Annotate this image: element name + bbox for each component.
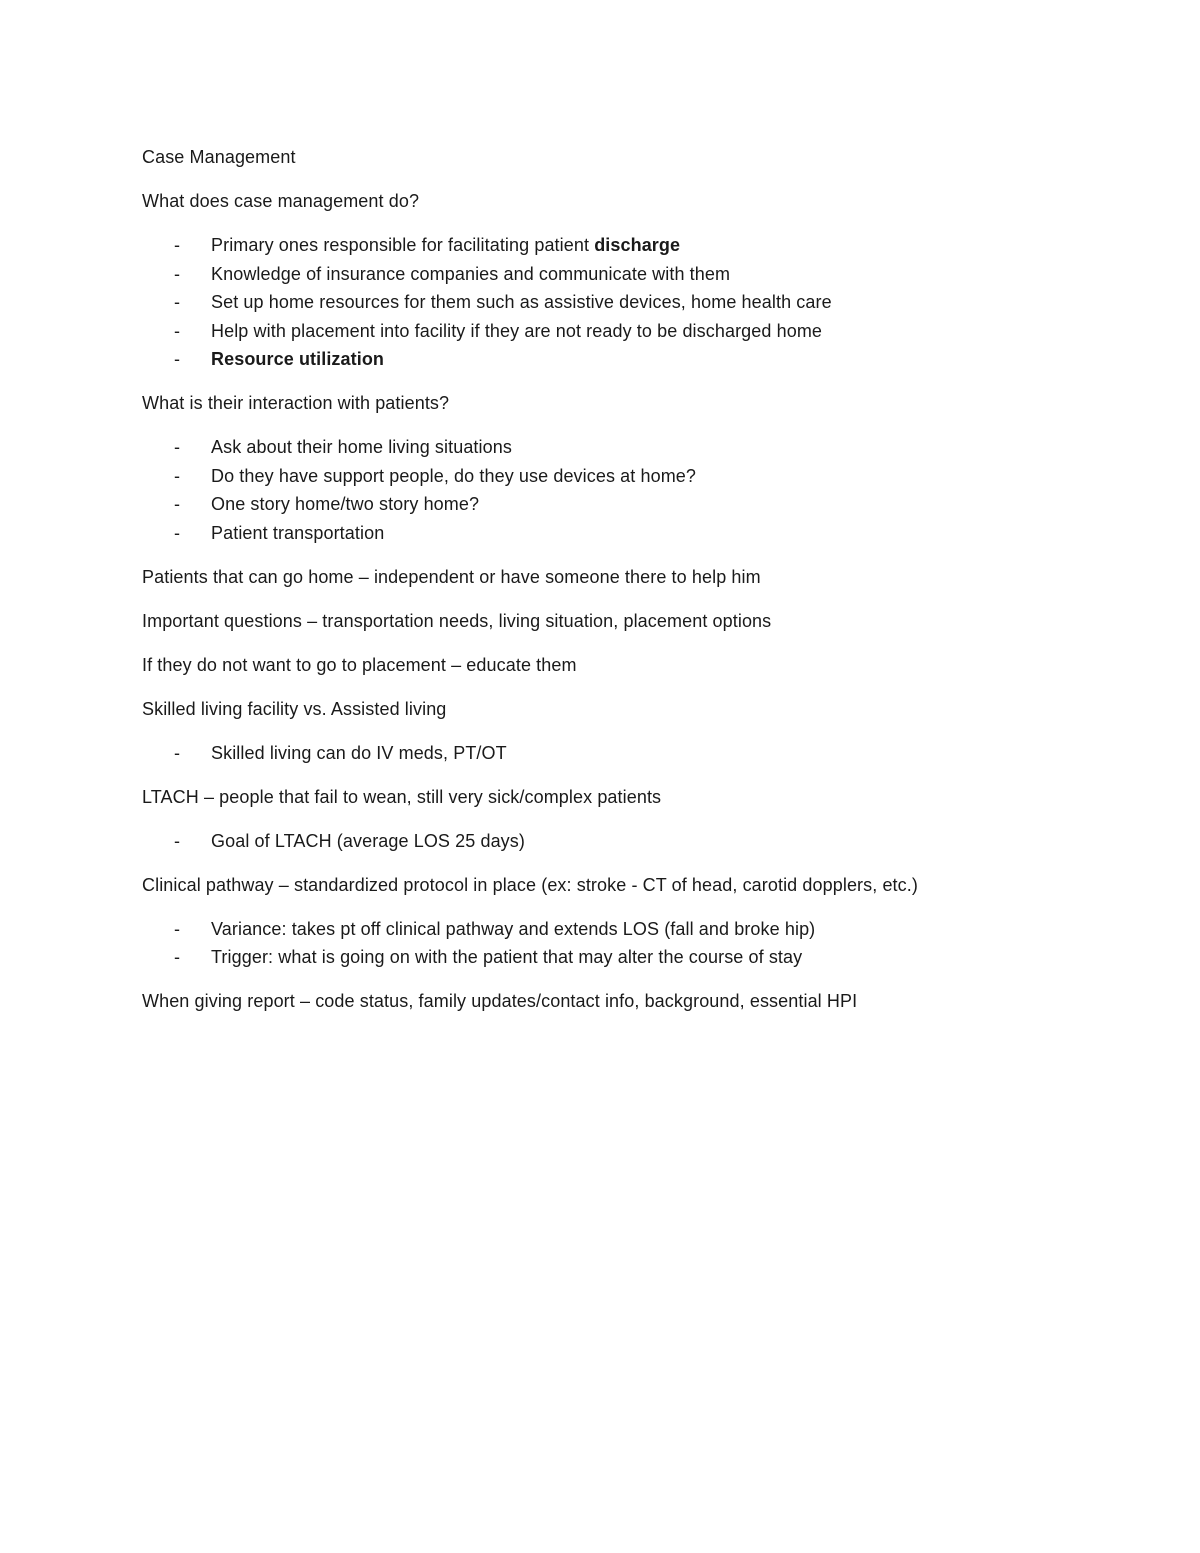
list-item-bold-text: discharge <box>594 235 681 255</box>
list-item <box>142 519 1062 548</box>
list-item <box>142 317 1062 346</box>
section-heading-interaction-with-patients: What is their interaction with patients? <box>142 393 450 413</box>
paragraph-ltach: LTACH – people that fail to wean, still very sick/complex patients <box>142 786 662 807</box>
list-item-text: Ask about their home living situations <box>211 437 512 457</box>
list-item-text: Primary ones responsible for facilitating patient <box>211 235 595 255</box>
list-item-text: Goal of LTACH (average LOS 25 days) <box>211 830 525 851</box>
bullet-dash: - <box>174 235 181 255</box>
document-title: Case Management <box>142 147 296 167</box>
bullet-dash: - <box>174 742 181 763</box>
bullet-dash: - <box>174 320 181 341</box>
list-item <box>142 345 1062 374</box>
list-item <box>142 490 1062 519</box>
list-item-text: Skilled living can do IV meds, PT/OT <box>211 742 507 763</box>
list-item-text: Help with placement into facility if they are not ready to be discharged home <box>211 320 823 341</box>
list-item-text: Variance: takes pt off clinical pathway and extends LOS (fall and broke hip) <box>211 918 816 939</box>
bullet-dash: - <box>174 349 181 369</box>
list-item-text: Set up home resources for them such as assistive devices, home health care <box>211 292 832 312</box>
list-item <box>142 827 1062 856</box>
bullet-dash: - <box>174 918 181 939</box>
bullet-dash: - <box>174 947 181 967</box>
list-item <box>142 943 1062 972</box>
list-item <box>142 433 1062 462</box>
section-heading-what-case-management-does: What does case management do? <box>142 191 420 211</box>
bullet-dash: - <box>174 494 181 514</box>
bullet-dash: - <box>174 465 181 486</box>
list-item <box>142 231 1062 260</box>
list-item-text: Do they have support people, do they use devices at home? <box>211 465 697 486</box>
list-item <box>142 462 1062 491</box>
list-item-text: Knowledge of insurance companies and communicate with them <box>211 263 731 284</box>
patient-interaction-list <box>142 433 1062 547</box>
list-item-text: Patient transportation <box>211 522 385 543</box>
bullet-dash: - <box>174 263 181 284</box>
paragraph-skilled-vs-assisted: Skilled living facility vs. Assisted living <box>142 698 447 719</box>
clinical-pathway-list <box>142 915 1062 972</box>
bullet-dash: - <box>174 292 181 312</box>
list-item <box>142 288 1062 317</box>
bullet-dash: - <box>174 830 181 851</box>
paragraph-important-questions: Important questions – transportation needs, living situation, placement options <box>142 610 772 631</box>
document-body <box>142 143 1062 1031</box>
paragraph-placement-education: If they do not want to go to placement – educate them <box>142 654 577 675</box>
list-item <box>142 915 1062 944</box>
bullet-dash: - <box>174 522 181 543</box>
list-item-text: One story home/two story home? <box>211 494 480 514</box>
list-item-text: Trigger: what is going on with the patient that may alter the course of stay <box>211 947 803 967</box>
list-item <box>142 260 1062 289</box>
list-item-bold-text: Resource utilization <box>211 349 385 369</box>
paragraph-giving-report: When giving report – code status, family updates/contact info, background, essential HPI <box>142 991 858 1011</box>
ltach-list <box>142 827 1062 856</box>
bullet-dash: - <box>174 437 181 457</box>
paragraph-patients-home: Patients that can go home – independent or have someone there to help him <box>142 566 761 587</box>
skilled-living-list <box>142 739 1062 768</box>
paragraph-clinical-pathway: Clinical pathway – standardized protocol in place (ex: stroke - CT of head, carotid dopplers, etc.) <box>142 874 918 895</box>
case-management-duties-list <box>142 231 1062 374</box>
list-item <box>142 739 1062 768</box>
